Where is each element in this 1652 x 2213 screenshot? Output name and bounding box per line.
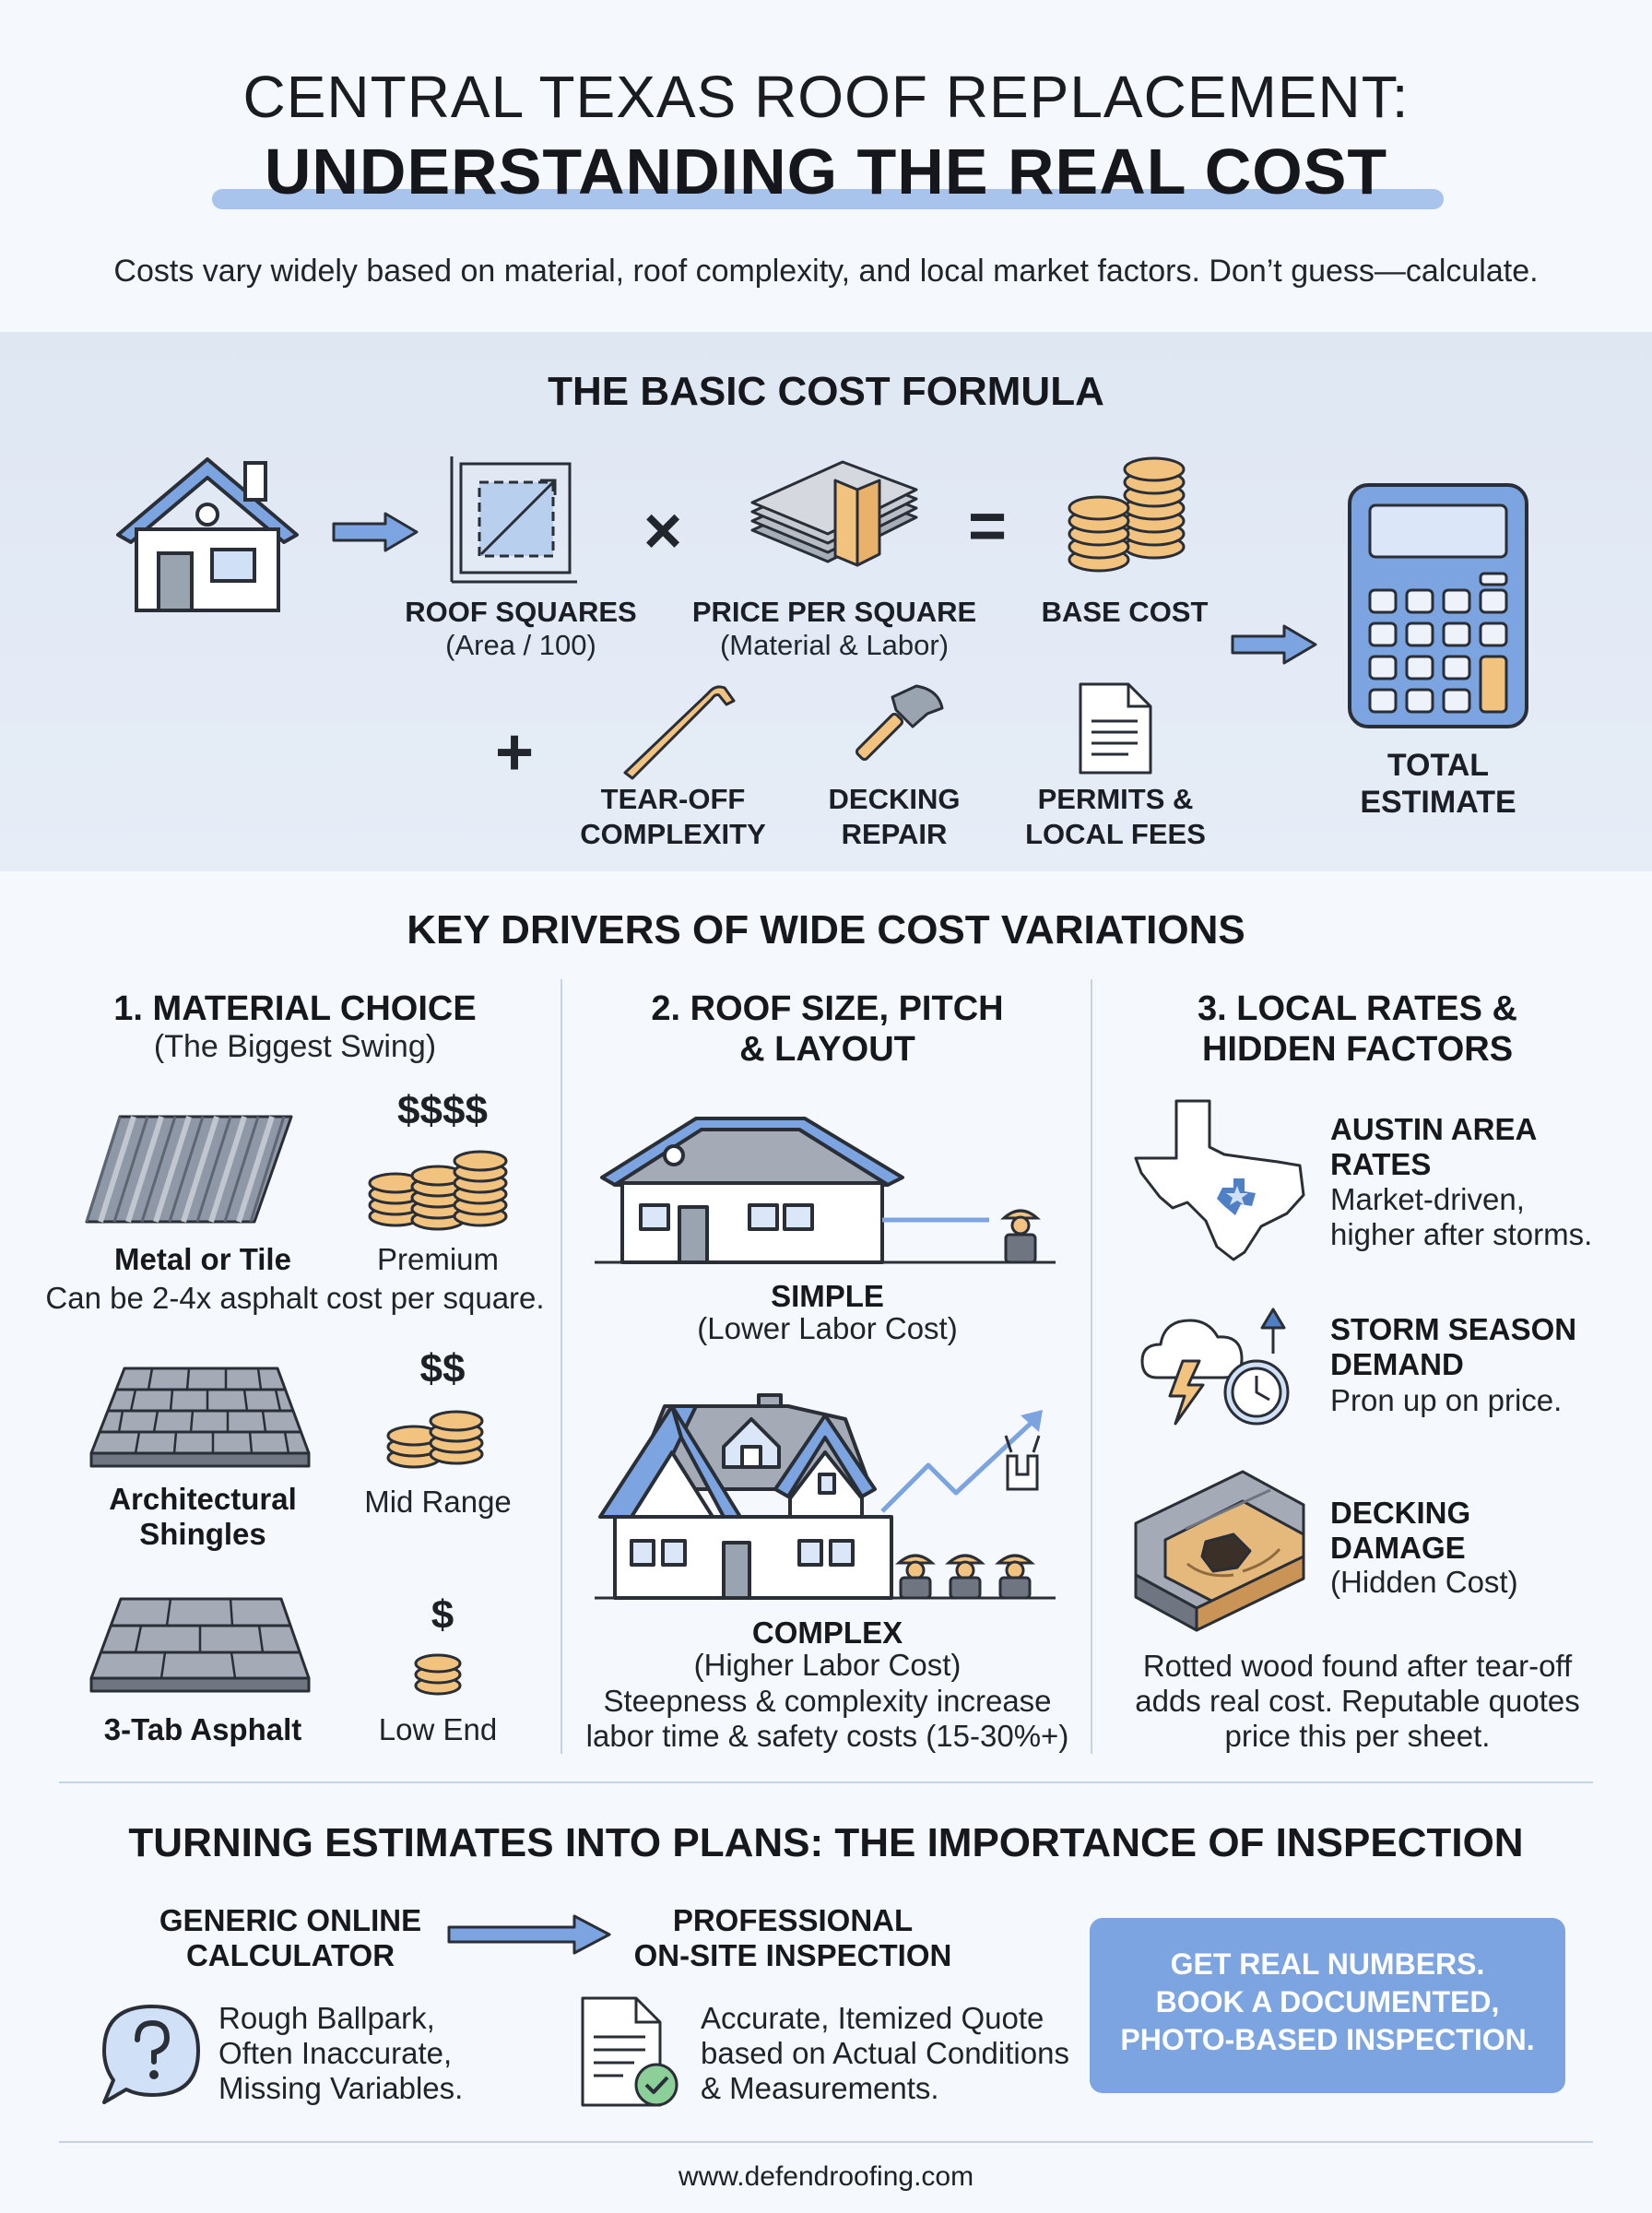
texas-map-icon (1132, 1097, 1307, 1263)
rotted-decking-icon (1132, 1468, 1307, 1634)
storm-demand-text: Pron up on price. (1330, 1383, 1563, 1417)
three-tab-label: 3-Tab Asphalt (103, 1712, 302, 1746)
roof-squares-sub: (Area / 100) (445, 629, 596, 661)
area-square-icon (452, 456, 581, 586)
crowbar-icon (620, 680, 739, 782)
price-per-square-label: PRICE PER SQUARE (691, 596, 977, 628)
tear-off-label: TEAR-OFF COMPLEXITY (580, 783, 766, 850)
complex-note: Steepness & complexity increase labor time & safety costs (15-30%+) (585, 1684, 1069, 1753)
equals-sign: = (968, 490, 1008, 563)
material-sub: (The Biggest Swing) (153, 1029, 437, 1064)
austin-rates-text: Market-driven, higher after storms. (1330, 1182, 1593, 1251)
complex-sub: (Higher Labor Cost) (693, 1648, 962, 1682)
roof-size-title: 2. ROOF SIZE, PITCH & LAYOUT (651, 989, 1004, 1069)
calculator-icon (1346, 481, 1530, 730)
architectural-label: Architectural Shingles (109, 1482, 297, 1551)
coin-stack-icon (364, 1139, 512, 1231)
house-icon (111, 452, 304, 618)
arrow-right-icon (447, 1914, 613, 1955)
simple-house-icon (595, 1111, 1060, 1263)
decking-note: Rotted wood found after tear-off adds real cost. Reputable quotes price this per sheet. (1135, 1649, 1580, 1753)
metal-note: Can be 2-4x asphalt cost per square. (45, 1281, 545, 1315)
footer-website-link[interactable]: www.defendroofing.com (678, 2161, 974, 2192)
total-estimate-label: TOTAL ESTIMATE (1360, 748, 1516, 820)
document-icon (1077, 680, 1154, 776)
shingle-stack-icon (747, 466, 922, 576)
price-tier-mid: $$ (419, 1346, 466, 1391)
price-per-square-sub: (Material & Labor) (719, 629, 950, 661)
hammer-icon (839, 680, 950, 782)
drivers-title: KEY DRIVERS OF WIDE COST VARIATIONS (407, 907, 1245, 953)
coin-stack-icon (410, 1643, 466, 1698)
formula-title: THE BASIC COST FORMULA (548, 369, 1104, 414)
generic-calculator-text: Rough Ballpark, Often Inaccurate, Missing Variables. (218, 2001, 464, 2105)
generic-calculator-label: GENERIC ONLINE CALCULATOR (159, 1903, 422, 1972)
complex-label: COMPLEX (751, 1615, 903, 1650)
architectural-shingles-icon (88, 1365, 313, 1471)
page-title: UNDERSTANDING THE REAL COST (264, 136, 1388, 207)
coin-stack-icon (383, 1397, 493, 1471)
plus-sign: + (495, 716, 535, 789)
decking-damage-title: DECKING DAMAGE (1330, 1496, 1471, 1565)
footer-divider (59, 2141, 1593, 2143)
times-sign: × (643, 494, 683, 568)
low-end-label: Low End (378, 1712, 498, 1746)
material-title: 1. MATERIAL CHOICE (113, 989, 477, 1028)
checked-document-icon (579, 1994, 682, 2110)
price-tier-premium: $$$$ (397, 1088, 488, 1133)
local-rates-title: 3. LOCAL RATES & HIDDEN FACTORS (1198, 989, 1517, 1069)
inspection-title: TURNING ESTIMATES INTO PLANS: THE IMPORTANCE OF INSPECTION (128, 1820, 1524, 1865)
austin-rates-title: AUSTIN AREA RATES (1330, 1112, 1538, 1181)
professional-inspection-label: PROFESSIONAL ON-SITE INSPECTION (633, 1903, 952, 1972)
mid-range-label: Mid Range (364, 1485, 512, 1519)
metal-tile-label: Metal or Tile (114, 1242, 291, 1276)
storm-clock-icon (1139, 1300, 1300, 1429)
simple-sub: (Lower Labor Cost) (697, 1311, 958, 1345)
column-divider (1091, 979, 1092, 1754)
header-line-1: CENTRAL TEXAS ROOF REPLACEMENT: (242, 64, 1410, 130)
section-divider (59, 1781, 1593, 1783)
header-subtitle: Costs vary widely based on material, roof complexity, and local market factors. Don’t guess—calculate. (113, 254, 1539, 289)
decking-repair-label: DECKING REPAIR (828, 783, 961, 850)
arrow-right-icon (1231, 624, 1318, 665)
book-inspection-cta-text[interactable]: GET REAL NUMBERS. BOOK A DOCUMENTED, PHOTO-BASED INSPECTION. (1120, 1947, 1535, 2056)
arrow-right-icon (332, 512, 419, 552)
simple-label: SIMPLE (771, 1279, 884, 1313)
premium-label: Premium (376, 1242, 500, 1276)
price-tier-low: $ (431, 1592, 454, 1638)
metal-roof-icon (83, 1111, 295, 1226)
decking-damage-sub: (Hidden Cost) (1330, 1565, 1518, 1599)
three-tab-shingles-icon (88, 1595, 313, 1697)
complex-house-icon (595, 1379, 1060, 1600)
column-divider (560, 979, 562, 1754)
base-cost-label: BASE COST (1041, 596, 1209, 628)
professional-inspection-text: Accurate, Itemized Quote based on Actual Conditions & Measurements. (701, 2001, 1069, 2105)
coin-stack-icon (1060, 456, 1189, 576)
storm-demand-title: STORM SEASON DEMAND (1330, 1312, 1577, 1381)
permits-label: PERMITS & LOCAL FEES (1025, 783, 1206, 850)
question-bubble-icon (97, 1999, 207, 2110)
roof-squares-label: ROOF SQUARES (405, 596, 637, 628)
